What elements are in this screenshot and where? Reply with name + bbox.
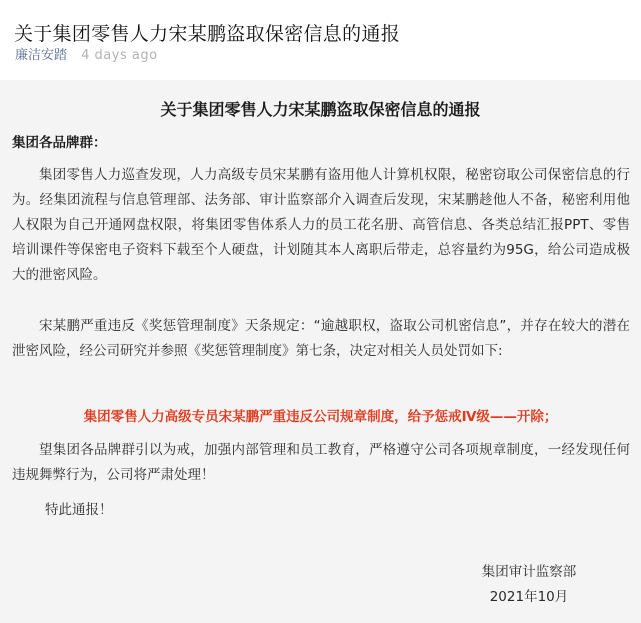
- signature-department: 集团审计监察部: [481, 564, 577, 580]
- notice-salutation: 集团各品牌群：: [12, 135, 107, 151]
- penalty-statement: 集团零售人力高级专员宋某鹏严重违反公司规章制度，给予惩戒Ⅳ级——开除；: [83, 409, 558, 425]
- signature-block: [469, 560, 589, 610]
- notice-paragraph-3: 望集团各品牌群引以为戒，加强内部管理和员工教育，严格遵守公司各项规章制度，一经发现任何违规舞弊行为，公司将严肃处理！: [12, 442, 630, 483]
- author-link[interactable]: 廉洁安踏: [15, 48, 68, 63]
- notice-paragraph-2: 宋某鹏严重违反《奖惩管理制度》天条规定：“逾越职权，盗取公司机密信息”，并存在较大的潜在泄密风险，经公司研究并参照《奖惩管理制度》第七条，决定对相关人员处罚如下:: [12, 318, 630, 359]
- publish-time: 4 days ago: [81, 48, 158, 63]
- notice-paragraph-1: 集团零售人力巡查发现，人力高级专员宋某鹏有盗用他人计算机权限，秘密窃取公司保密信息的行为。经集团流程与信息管理部、法务部、审计监察部介入调查后发现，宋某鹏趁他人不备，秘密利用他人权限为自己开通网盘权限，将集团零售体系人力的员工花名册、高管信息、各类总结汇报PPT、零售培训课件等保密电子资料下载至个人硬盘，计划随其本人离职后带走，总容量约为95G，给公司造成极大的泄密风险。: [12, 167, 630, 283]
- notice-title: 关于集团零售人力宋某鹏盗取保密信息的通报: [160, 100, 481, 119]
- article-meta: [15, 44, 158, 63]
- signature-date: 2021年10月: [489, 589, 569, 605]
- notice-closing: 特此通报！: [45, 502, 113, 518]
- notice-image: [0, 80, 641, 623]
- article-title: 关于集团零售人力宋某鹏盗取保密信息的通报: [14, 22, 401, 45]
